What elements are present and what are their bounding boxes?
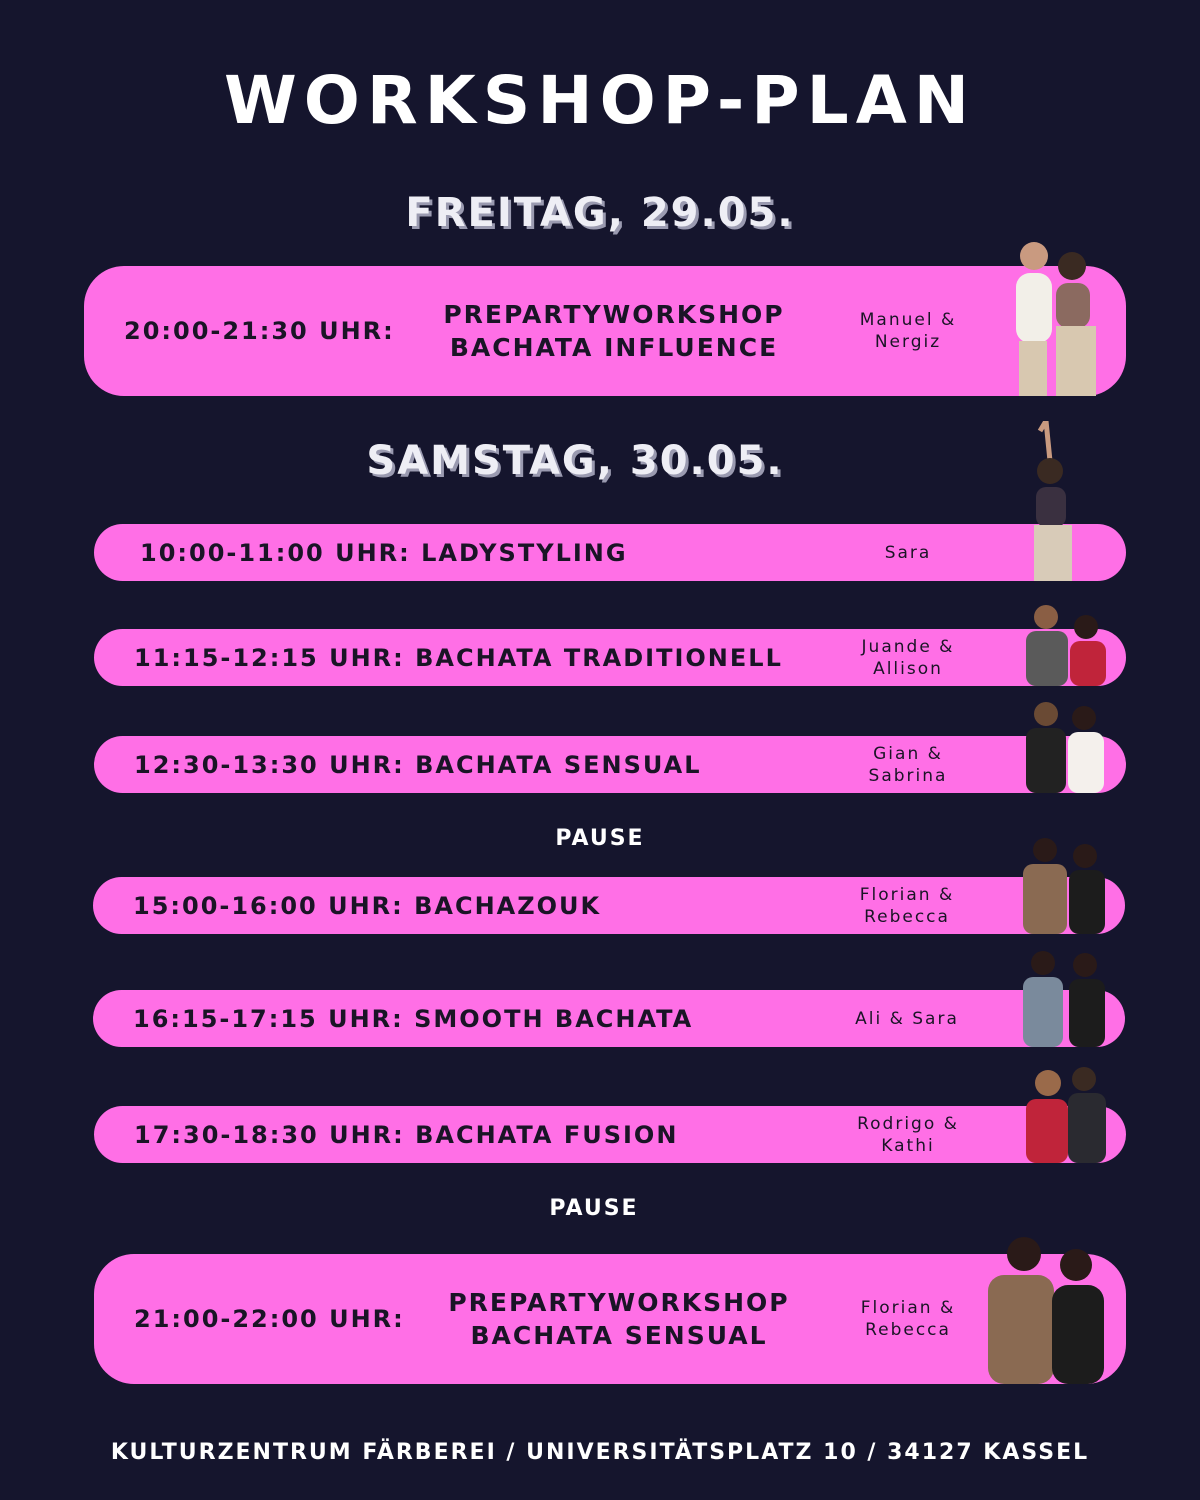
page-title: WORKSHOP-PLAN bbox=[223, 62, 977, 139]
workshop-teacher: Rodrigo & Kathi bbox=[857, 1113, 959, 1156]
workshop-teacher: Juande & Allison bbox=[861, 636, 955, 679]
workshop-teacher: Florian & Rebecca bbox=[860, 1298, 956, 1340]
workshop-line: 17:30-18:30 UHR: BACHATA FUSION bbox=[134, 1120, 679, 1149]
workshop-row bbox=[84, 266, 1126, 396]
teacher-photo-couple-icon bbox=[1014, 601, 1114, 686]
workshop-teacher: Ali & Sara bbox=[855, 1008, 959, 1029]
workshop-line: 11:15-12:15 UHR: BACHATA TRADITIONELL bbox=[134, 643, 783, 672]
workshop-line: 12:30-13:30 UHR: BACHATA SENSUAL bbox=[134, 750, 702, 779]
pause-label: PAUSE bbox=[555, 826, 645, 851]
teacher-photo-couple-icon bbox=[1014, 698, 1114, 793]
pause-label: PAUSE bbox=[549, 1196, 639, 1221]
workshop-row bbox=[94, 1254, 1126, 1384]
teacher-photo-couple-icon bbox=[1013, 834, 1113, 934]
workshop-teacher: Manuel & Nergiz bbox=[859, 310, 957, 352]
teacher-photo-couple-icon bbox=[994, 231, 1114, 396]
workshop-name: PREPARTYWORKSHOP BACHATA INFLUENCE bbox=[443, 300, 785, 362]
workshop-teacher: Florian & Rebecca bbox=[859, 884, 955, 927]
workshop-time: 21:00-22:00 UHR: bbox=[134, 1305, 405, 1333]
day-heading-friday: FREITAG, 29.05. bbox=[405, 190, 795, 236]
workshop-line: 10:00-11:00 UHR: LADYSTYLING bbox=[140, 538, 628, 567]
workshop-line: 15:00-16:00 UHR: BACHAZOUK bbox=[133, 891, 602, 920]
workshop-row bbox=[94, 736, 1126, 793]
teacher-photo-solo-icon bbox=[1010, 421, 1090, 581]
workshop-row bbox=[93, 990, 1125, 1047]
workshop-name: PREPARTYWORKSHOP BACHATA SENSUAL bbox=[448, 1288, 790, 1350]
day-heading-saturday: SAMSTAG, 30.05. bbox=[366, 438, 784, 484]
teacher-photo-couple-icon bbox=[1014, 1063, 1114, 1163]
workshop-row bbox=[94, 1106, 1126, 1163]
teacher-photo-couple-icon bbox=[974, 1229, 1114, 1384]
workshop-row bbox=[94, 629, 1126, 686]
workshop-row bbox=[93, 877, 1125, 934]
workshop-time: 20:00-21:30 UHR: bbox=[124, 317, 395, 345]
workshop-teacher: Sara bbox=[884, 542, 932, 563]
workshop-line: 16:15-17:15 UHR: SMOOTH BACHATA bbox=[133, 1004, 694, 1033]
workshop-row bbox=[94, 524, 1126, 581]
venue-address: KULTURZENTRUM FÄRBEREI / UNIVERSITÄTSPLATZ 10 / 34127 KASSEL bbox=[110, 1440, 1090, 1465]
workshop-teacher: Gian & Sabrina bbox=[868, 743, 948, 786]
teacher-photo-couple-icon bbox=[1013, 949, 1113, 1047]
